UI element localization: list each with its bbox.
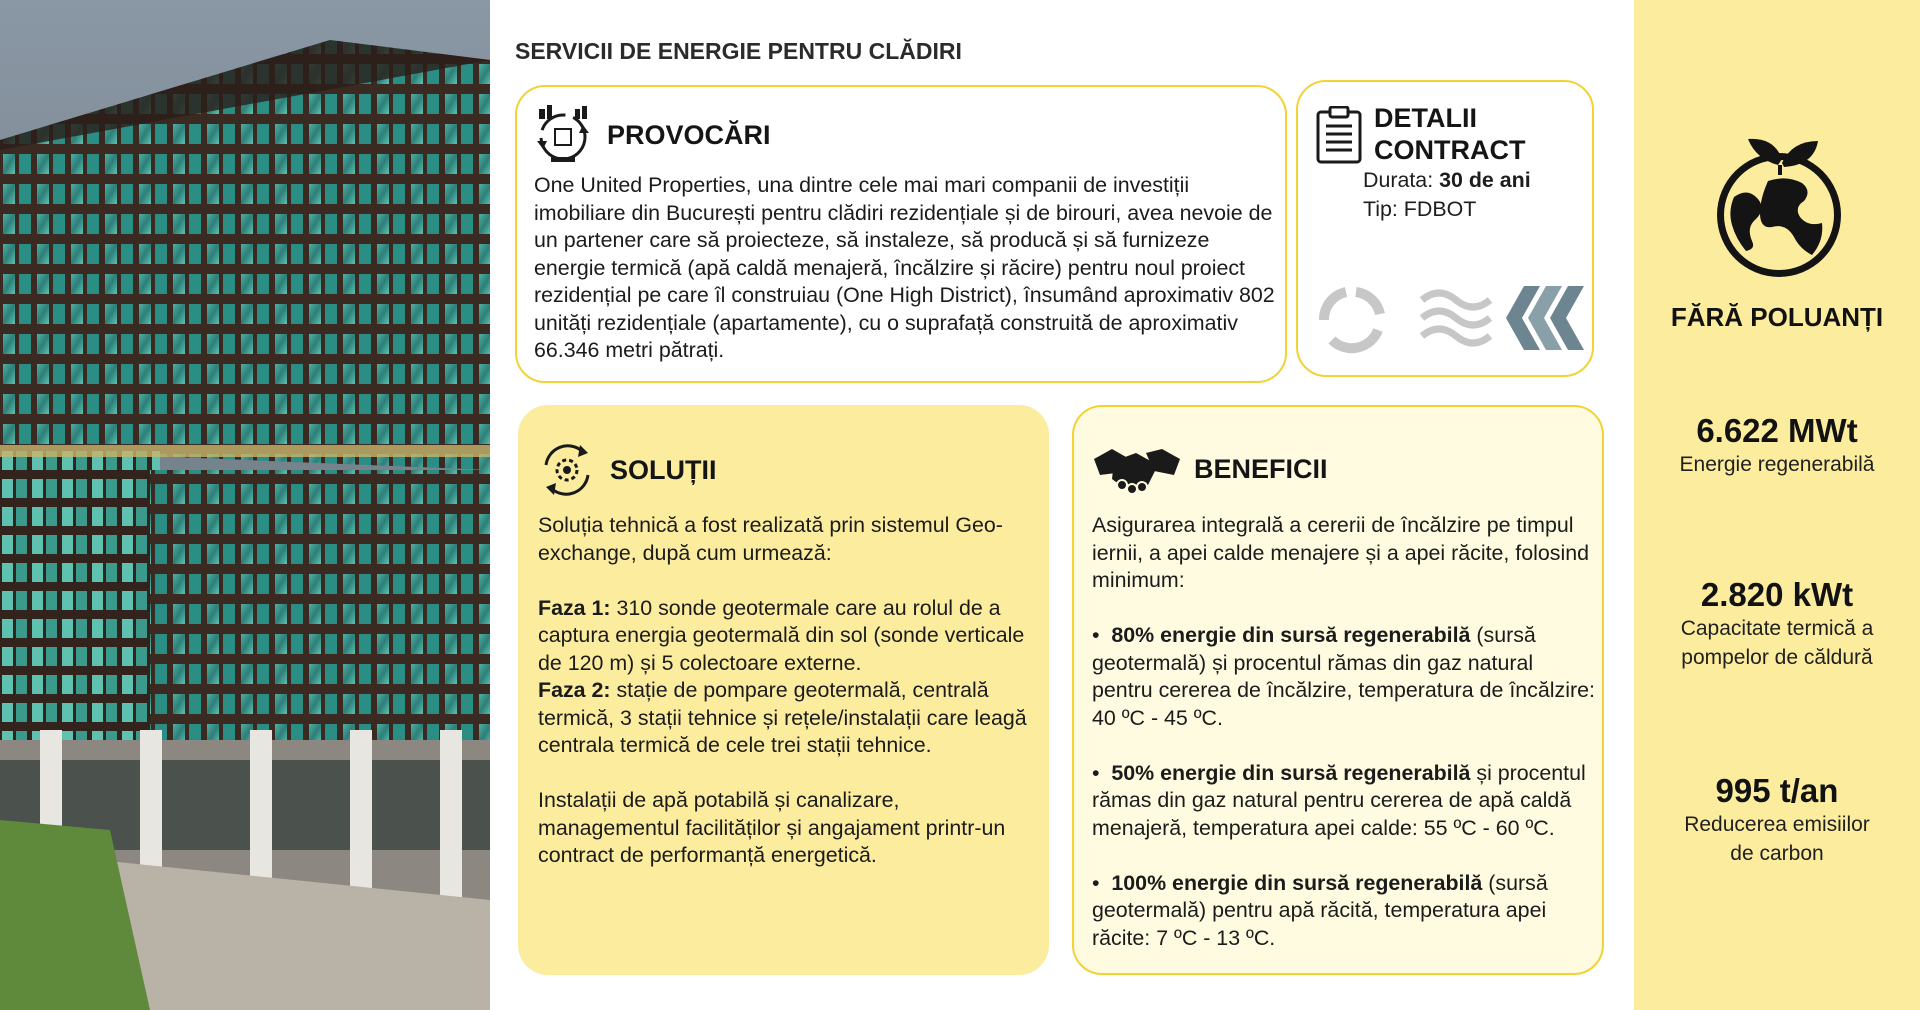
detalii-title-line1: DETALII (1374, 103, 1477, 133)
benefit-text: (sursă geotermală) pentru apă răcită, temperatura apei răcite: 7 ºC - 13 ºC. (1092, 870, 1548, 950)
stats-panel (1634, 0, 1920, 1010)
handshake-icon (1092, 441, 1182, 497)
globe-leaf-icon (1706, 135, 1852, 281)
benefit-bold: 80% energie din sursă regenerabilă (1111, 623, 1471, 647)
bullet: • (1092, 870, 1100, 895)
recycle-icon (1324, 292, 1380, 348)
provocari-body (534, 172, 1276, 365)
detalii-title (1374, 102, 1525, 167)
contract-icons (1302, 278, 1592, 358)
detalii-title-line2: CONTRACT (1374, 135, 1526, 166)
clipboard-icon (1316, 106, 1362, 164)
solutii-intro: Soluția tehnică a fost realizată prin sistemul Geo-exchange, după cum urmează: (538, 513, 1003, 565)
beneficii-card (1072, 405, 1604, 975)
durata-value: 30 de ani (1439, 168, 1531, 192)
list-item (1092, 622, 1597, 732)
provocari-header (531, 103, 771, 167)
faza1-label: Faza 1: (538, 595, 611, 620)
detalii-contract-card (1296, 80, 1594, 377)
stat-heat-pump-capacity (1634, 576, 1920, 672)
bullet: • (1092, 623, 1100, 647)
detalii-header (1316, 102, 1525, 167)
stat-renewable-energy (1634, 412, 1920, 479)
beneficii-header (1092, 441, 1328, 497)
stat-label: pompelor de căldură (1681, 646, 1873, 669)
stat-carbon-reduction (1634, 772, 1920, 868)
beneficii-body (1092, 512, 1597, 952)
stat-value: 995 t/an (1715, 772, 1839, 809)
faza1-paragraph (538, 595, 1038, 678)
faza2-text: stație de pompare geotermală, centrală termică, 3 stații tehnice și rețele/instalații care leagă centrala termică de cele trei stații tehnice. (538, 678, 1027, 757)
provocari-card (515, 85, 1287, 383)
beneficii-list (1092, 622, 1597, 952)
beneficii-title: BENEFICII (1194, 453, 1328, 484)
faza2-paragraph (538, 677, 1038, 760)
list-item (1092, 870, 1597, 953)
stat-value: 6.622 MWt (1696, 412, 1858, 449)
waves-icon (1422, 293, 1490, 343)
stat-label: Reducerea emisiilor (1684, 813, 1870, 836)
stat-label: Energie regenerabilă (1679, 453, 1875, 476)
contract-details (1363, 166, 1531, 224)
no-pollutants-label: FĂRĂ POLUANȚI (1670, 302, 1884, 332)
faza2-label: Faza 2: (538, 678, 611, 702)
gear-cycle-icon (536, 439, 598, 501)
city-cycle-icon (531, 103, 595, 167)
durata-label: Durata: (1363, 168, 1440, 192)
stat-label: de carbon (1730, 842, 1824, 865)
stat-value: 2.820 kWt (1700, 576, 1854, 613)
solutii-header (536, 439, 717, 501)
provocari-text: One United Properties, una dintre cele mai mari companii de investiții imobiliare din București pentru clădiri rezidențiale și de birouri, avea nevoie de un partener care să proiecteze, să instaleze, să producă și să furnizeze energie termică (apă caldă menajeră, încălzire și răcire) pentru noul proiect rezidențial pe care îl construiau (One High District), însumând aproximativ 802 unități rezidențiale (apartamente), cu o suprafață construită de aproximativ 66.346 metri pătrați. (534, 173, 1275, 362)
solutii-outro: Instalații de apă potabilă și canalizare, managementul facilităților și angajament printr-un contract de performanță energetică. (538, 788, 1006, 867)
provocari-title: PROVOCĂRI (607, 119, 771, 150)
benefit-bold: 100% energie din sursă regenerabilă (1111, 870, 1483, 895)
durata-line (1363, 166, 1531, 195)
solutii-title: SOLUȚII (610, 454, 717, 485)
solutii-body (538, 512, 1038, 870)
beneficii-intro: Asigurarea integrală a cererii de încălzire pe timpul iernii, a apei calde menajere și a apei răcite, folosind minimum: (1092, 513, 1590, 592)
page-title: SERVICII DE ENERGIE PENTRU CLĂDIRI (515, 38, 962, 64)
stat-label: Capacitate termică a (1680, 617, 1874, 640)
benefit-text: și procentul rămas din gaz natural pentru cererea de apă caldă menajeră, temperatura apei calde: 55 ºC - 60 ºC. (1092, 760, 1586, 840)
lower-facade-left (0, 450, 160, 740)
lower-facade-right (150, 470, 490, 740)
chevrons-icon (1506, 286, 1584, 350)
stats-headline (1634, 302, 1920, 333)
faza1-text: 310 sonde geotermale care au rolul de a captura energia geotermală din sol (sonde verticale de 120 m) și 5 colectoare externe. (538, 595, 1025, 675)
benefit-bold: 50% energie din sursă regenerabilă (1111, 760, 1471, 785)
tip-line: Tip: FDBOT (1363, 197, 1477, 221)
solutii-card (518, 405, 1049, 975)
terrace (0, 445, 490, 457)
list-item (1092, 760, 1597, 843)
building-illustration (0, 0, 490, 1010)
bullet: • (1092, 760, 1100, 785)
benefit-text: (sursă geotermală) și procentul rămas din gaz natural pentru cererea de încălzire, temperatura de încălzire: 40 ºC - 45 ºC. (1092, 623, 1595, 730)
building-photo (0, 0, 490, 1010)
